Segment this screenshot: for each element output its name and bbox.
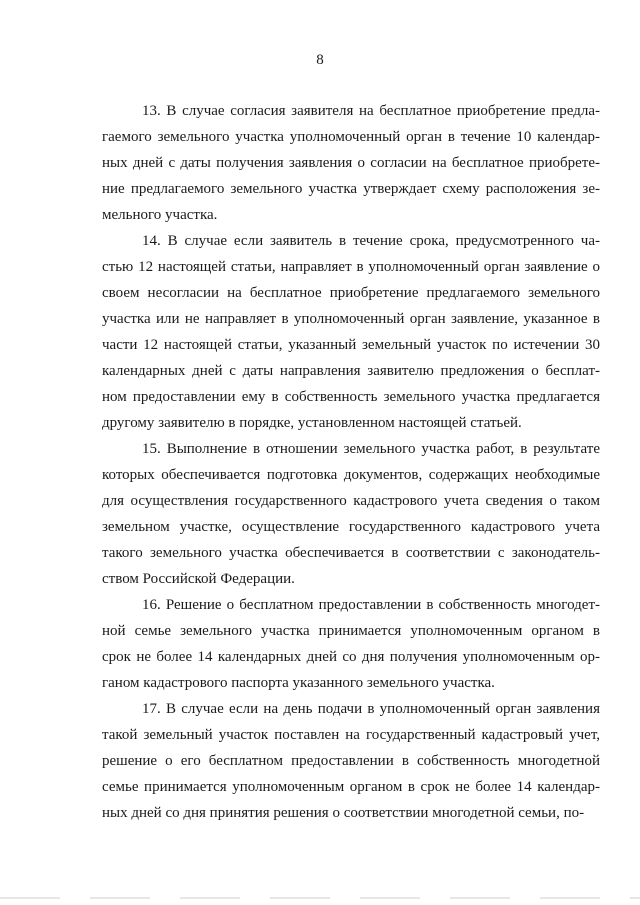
paragraph-line: такой земельный участок поставлен на государственный кадастровый учет, (102, 727, 600, 743)
paragraph-line: ных дней с даты получения заявления о согласии на бесплатное приобрете- (102, 155, 600, 171)
paragraph-line: 14. В случае если заявитель в течение срока, предусмотренного ча- (142, 233, 600, 249)
paragraph-line: своем несогласии на бесплатное приобретение предлагаемого земельного (102, 285, 600, 301)
paragraph-line: земельном участке, осуществление государственного кадастрового учета (102, 519, 600, 535)
paragraph-line: ством Российской Федерации. (102, 571, 295, 587)
paragraph-line: такого земельного участка обеспечивается в соответствии с законодатель- (102, 545, 600, 561)
paragraph (102, 228, 600, 436)
paragraph-line: срок не более 14 календарных дней со дня получения уполномоченным ор- (102, 649, 600, 665)
paragraph-line: 17. В случае если на день подачи в уполномоченный орган заявления (142, 701, 600, 717)
paragraph (102, 436, 600, 592)
paragraph-line: гаемого земельного участка уполномоченный орган в течение 10 календар- (102, 129, 600, 145)
paragraph-line: 13. В случае согласия заявителя на бесплатное приобретение предла- (142, 103, 600, 119)
paragraph-line: ном предоставлении ему в собственность земельного участка предлагается (102, 389, 600, 405)
paragraph-line: ной семье земельного участка принимается уполномоченным органом в (102, 623, 600, 639)
paragraph (102, 696, 600, 826)
paragraph-line: ных дней со дня принятия решения о соответствии многодетной семьи, по- (102, 805, 585, 821)
paragraph-line: мельного участка. (102, 207, 218, 223)
paragraph-line: ганом кадастрового паспорта указанного земельного участка. (102, 675, 495, 691)
paragraph (102, 98, 600, 228)
paragraph (102, 592, 600, 696)
paragraph-line: семье принимается уполномоченным органом в срок не более 14 календар- (102, 779, 600, 795)
paragraph-line: решение о его бесплатном предоставлении в собственность многодетной (102, 753, 600, 769)
scan-edge-artifact (0, 897, 640, 899)
paragraph-line: которых обеспечивается подготовка документов, содержащих необходимые (102, 467, 600, 483)
paragraph-line: 15. Выполнение в отношении земельного участка работ, в результате (142, 441, 600, 457)
page-number: 8 (316, 52, 324, 68)
paragraph-line: для осуществления государственного кадастрового учета сведения о таком (102, 493, 600, 509)
paragraph-line: другому заявителю в порядке, установленном настоящей статьей. (102, 415, 522, 431)
paragraph-line: ние предлагаемого земельного участка утверждает схему расположения зе- (102, 181, 600, 197)
paragraph-line: календарных дней с даты направления заявителю предложения о бесплат- (102, 363, 600, 379)
paragraph-line: участка или не направляет в уполномоченный орган заявление, указанное в (102, 311, 600, 327)
paragraph-line: стью 12 настоящей статьи, направляет в уполномоченный орган заявление о (102, 259, 600, 275)
paragraph-line: части 12 настоящей статьи, указанный земельный участок по истечении 30 (102, 337, 600, 353)
document-body (102, 98, 600, 826)
paragraph-line: 16. Решение о бесплатном предоставлении в собственность многодет- (142, 597, 600, 613)
